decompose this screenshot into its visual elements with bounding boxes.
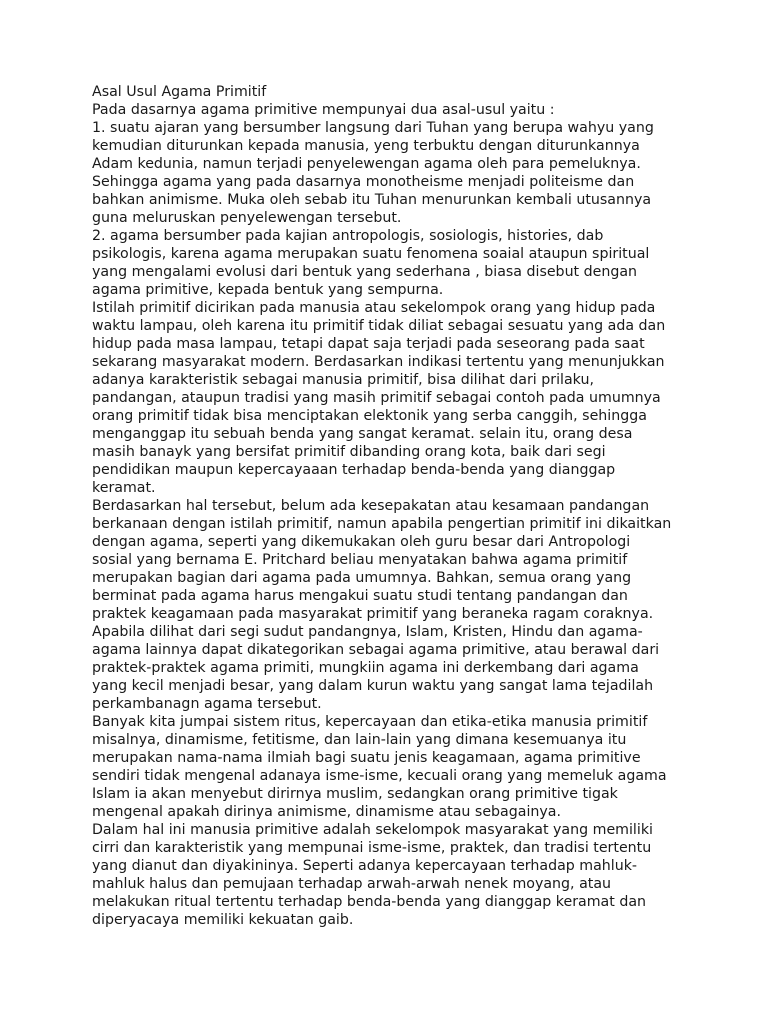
document-line: praktek-praktek agama primiti, mungkiin agama ini derkembang dari agama: [92, 660, 639, 676]
document-line: mengenal apakah dirinya animisme, dinamisme atau sebagainya.: [92, 804, 561, 820]
document-line: mahluk halus dan pemujaan terhadap arwah-arwah nenek moyang, atau: [92, 876, 612, 892]
document-line: Berdasarkan hal tersebut, belum ada kesepakatan atau kesamaan pandangan: [92, 498, 650, 514]
document-title: Asal Usul Agama Primitif: [92, 84, 267, 100]
document-line: menganggap itu sebuah benda yang sangat keramat. selain itu, orang desa: [92, 426, 633, 442]
document-line: cirri dan karakteristik yang mempunai isme-isme, praktek, dan tradisi tertentu: [92, 840, 652, 856]
document-line: pendidikan maupun kepercayaaan terhadap benda-benda yang dianggap: [92, 462, 616, 478]
document-line: bahkan animisme. Muka oleh sebab itu Tuhan menurunkan kembali utusannya: [92, 192, 652, 208]
document-line: adanya karakteristik sebagai manusia primitif, bisa dilihat dari prilaku,: [92, 372, 594, 388]
document-line: masih banayk yang bersifat primitif dibanding orang kota, baik dari segi: [92, 444, 606, 460]
document-line: Pada dasarnya agama primitive mempunyai dua asal-usul yaitu :: [92, 102, 555, 118]
document-line: yang mengalami evolusi dari bentuk yang sederhana , biasa disebut dengan: [92, 264, 638, 280]
document-line: agama lainnya dapat dikategorikan sebagai agama primitive, atau berawal dari: [92, 642, 660, 658]
document-line: hidup pada masa lampau, tetapi dapat saja terjadi pada seseorang pada saat: [92, 336, 645, 352]
document-line: yang dianut dan diyakininya. Seperti adanya kepercayaan terhadap mahluk-: [92, 858, 638, 874]
document-line: misalnya, dinamisme, fetitisme, dan lain-lain yang dimana kesemuanya itu: [92, 732, 627, 748]
document-line: Dalam hal ini manusia primitive adalah sekelompok masyarakat yang memiliki: [92, 822, 653, 838]
document-line: Apabila dilihat dari segi sudut pandangnya, Islam, Kristen, Hindu dan agama-: [92, 624, 643, 640]
document-line: keramat.: [92, 480, 156, 496]
document-line: perkambanagn agama tersebut.: [92, 696, 322, 712]
document-page: [92, 83, 682, 929]
document-line: Istilah primitif dicirikan pada manusia atau sekelompok orang yang hidup pada: [92, 300, 656, 316]
document-line: Adam kedunia, namun terjadi penyelewengan agama oleh para pemeluknya.: [92, 156, 641, 172]
document-line: yang kecil menjadi besar, yang dalam kurun waktu yang sangat lama tejadilah: [92, 678, 654, 694]
document-line: melakukan ritual tertentu terhadap benda-benda yang dianggap keramat dan: [92, 894, 647, 910]
document-line: Sehingga agama yang pada dasarnya monotheisme menjadi politeisme dan: [92, 174, 635, 190]
document-line: psikologis, karena agama merupakan suatu fenomena soaial ataupun spiritual: [92, 246, 650, 262]
document-line: dengan agama, seperti yang dikemukakan oleh guru besar dari Antropologi: [92, 534, 631, 550]
document-line: diperyacaya memiliki kekuatan gaib.: [92, 912, 354, 928]
document-line: kemudian diturunkan kepada manusia, yeng terbuktu dengan diturunkannya: [92, 138, 640, 154]
document-line: sendiri tidak mengenal adanaya isme-isme, kecuali orang yang memeluk agama: [92, 768, 667, 784]
document-line: sekarang masyarakat modern. Berdasarkan indikasi tertentu yang menunjukkan: [92, 354, 665, 370]
document-line: waktu lampau, oleh karena itu primitif tidak diliat sebagai sesuatu yang ada dan: [92, 318, 666, 334]
document-line: merupakan bagian dari agama pada umumnya. Bahkan, semua orang yang: [92, 570, 632, 586]
document-line: agama primitive, kepada bentuk yang sempurna.: [92, 282, 444, 298]
document-line: guna meluruskan penyelewengan tersebut.: [92, 210, 402, 226]
document-line: merupakan nama-nama ilmiah bagi suatu jenis keagamaan, agama primitive: [92, 750, 641, 766]
document-line: praktek keagamaan pada masyarakat primitif yang beraneka ragam coraknya.: [92, 606, 654, 622]
document-line: Islam ia akan menyebut dirirnya muslim, sedangkan orang primitive tigak: [92, 786, 618, 802]
document-line: berkanaan dengan istilah primitif, namun apabila pengertian primitif ini dikaitkan: [92, 516, 672, 532]
document-body: [92, 101, 682, 929]
document-line: Banyak kita jumpai sistem ritus, kepercayaan dan etika-etika manusia primitif: [92, 714, 648, 730]
document-line: berminat pada agama harus mengakui suatu studi tentang pandangan dan: [92, 588, 628, 604]
document-line: 2. agama bersumber pada kajian antropologis, sosiologis, histories, dab: [92, 228, 604, 244]
document-line: pandangan, ataupun tradisi yang masih primitif sebagai contoh pada umumnya: [92, 390, 661, 406]
document-line: 1. suatu ajaran yang bersumber langsung dari Tuhan yang berupa wahyu yang: [92, 120, 654, 136]
document-line: orang primitif tidak bisa menciptakan elektonik yang serba canggih, sehingga: [92, 408, 647, 424]
document-line: sosial yang bernama E. Pritchard beliau menyatakan bahwa agama primitif: [92, 552, 628, 568]
